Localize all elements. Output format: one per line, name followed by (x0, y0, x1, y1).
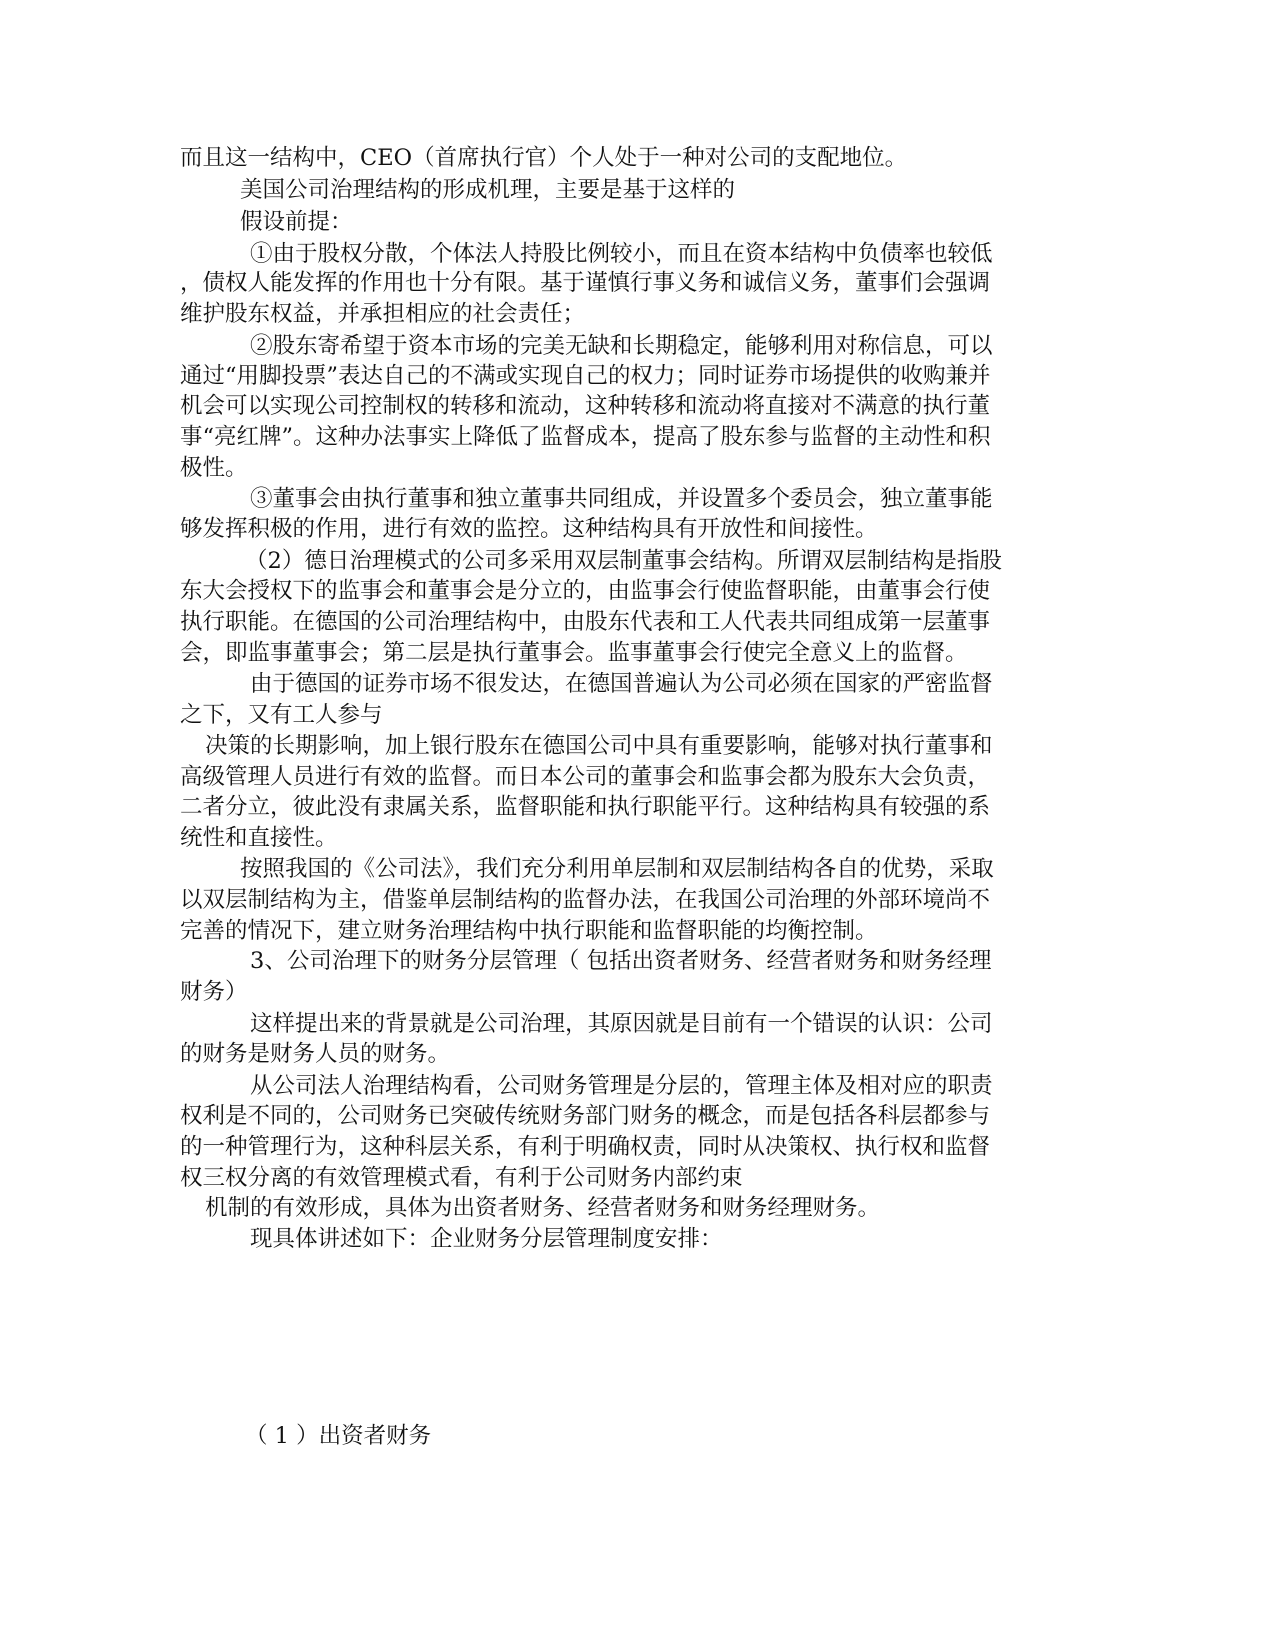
text-line: 极性。 (180, 455, 248, 481)
text-line: 二者分立，彼此没有隶属关系，监督职能和执行职能平行。这种结构具有较强的系 (180, 794, 991, 820)
text-line: 从公司法人治理结构看，公司财务管理是分层的，管理主体及相对应的职责 (250, 1073, 993, 1099)
text-line: 权利是不同的，公司财务已突破传统财务部门财务的概念，而是包括各科层都参与 (180, 1103, 991, 1129)
text-line: 由于德国的证券市场不很发达，在德国普遍认为公司必须在国家的严密监督 (250, 671, 993, 697)
text-line: 这样提出来的背景就是公司治理，其原因就是目前有一个错误的认识：公司 (250, 1011, 993, 1037)
text-line: 的一种管理行为，这种科层关系，有利于明确权责，同时从决策权、执行权和监督 (180, 1134, 991, 1160)
text-line: 执行职能。在德国的公司治理结构中，由股东代表和工人代表共同组成第一层董事 (180, 609, 991, 635)
text-line: 事“亮红牌”。这种办法事实上降低了监督成本，提高了股东参与监督的主动性和积 (180, 424, 991, 450)
text-line: 统性和直接性。 (180, 825, 338, 851)
text-line: 以双层制结构为主，借鉴单层制结构的监督办法，在我国公司治理的外部环境尚不 (180, 887, 991, 913)
text-line: 通过“用脚投票”表达自己的不满或实现自己的权力；同时证券市场提供的收购兼并 (180, 363, 991, 389)
text-line: 东大会授权下的监事会和董事会是分立的，由监事会行使监督职能，由董事会行使 (180, 578, 991, 604)
text-line: （2）德日治理模式的公司多采用双层制董事会结构。所谓双层制结构是指股 (245, 548, 1002, 574)
text-line: 的财务是财务人员的财务。 (180, 1041, 451, 1067)
text-line: ，债权人能发挥的作用也十分有限。基于谨慎行事义务和诚信义务，董事们会强调 (180, 270, 991, 296)
section-heading: （ 1 ）出资者财务 (245, 1423, 432, 1449)
text-line: 美国公司治理结构的形成机理，主要是基于这样的 (240, 177, 736, 203)
text-line: 高级管理人员进行有效的监督。而日本公司的董事会和监事会都为股东大会负责， (180, 764, 991, 790)
text-line: 假设前提： (240, 209, 353, 235)
text-line: 决策的长期影响，加上银行股东在德国公司中具有重要影响，能够对执行董事和 (205, 733, 993, 759)
text-line: 之下，又有工人参与 (180, 702, 383, 728)
text-line: 按照我国的《公司法》，我们充分利用单层制和双层制结构各自的优势，采取 (240, 856, 994, 882)
text-line: 够发挥积极的作用，进行有效的监控。这种结构具有开放性和间接性。 (180, 516, 878, 542)
text-line: 而且这一结构中，CEO（首席执行官）个人处于一种对公司的支配地位。 (180, 145, 908, 171)
text-line: ②股东寄希望于资本市场的完美无缺和长期稳定，能够利用对称信息，可以 (250, 333, 993, 359)
text-line: 权三权分离的有效管理模式看，有利于公司财务内部约束 (180, 1165, 743, 1191)
text-line: 维护股东权益，并承担相应的社会责任； (180, 301, 586, 327)
text-line: 会，即监事董事会；第二层是执行董事会。监事董事会行使完全意义上的监督。 (180, 640, 968, 666)
text-line: 机会可以实现公司控制权的转移和流动，这种转移和流动将直接对不满意的执行董 (180, 393, 991, 419)
text-line: 机制的有效形成，具体为出资者财务、经营者财务和财务经理财务。 (205, 1195, 881, 1221)
text-line: 完善的情况下，建立财务治理结构中执行职能和监督职能的均衡控制。 (180, 918, 878, 944)
text-line: ③董事会由执行董事和独立董事共同组成，并设置多个委员会，独立董事能 (250, 486, 993, 512)
text-line: 财务） (180, 979, 248, 1005)
text-line: 3、公司治理下的财务分层管理（ 包括出资者财务、经营者财务和财务经理 (250, 948, 992, 974)
text-line: ①由于股权分散，个体法人持股比例较小，而且在资本结构中负债率也较低 (250, 241, 993, 267)
text-line: 现具体讲述如下：企业财务分层管理制度安排： (250, 1226, 723, 1252)
